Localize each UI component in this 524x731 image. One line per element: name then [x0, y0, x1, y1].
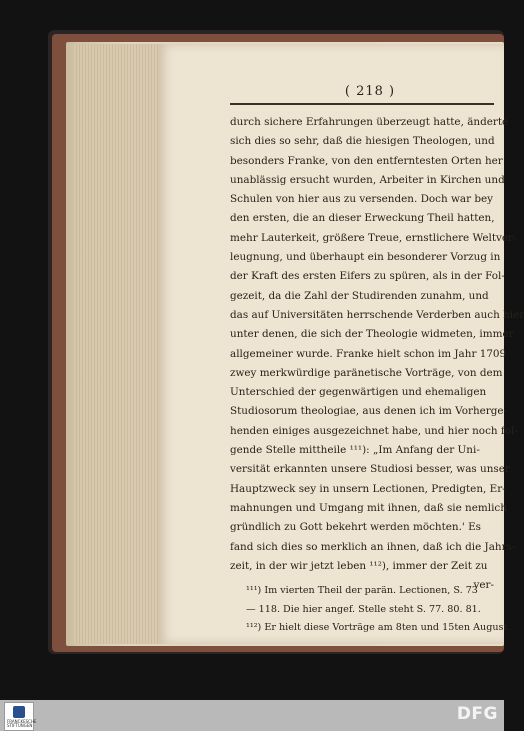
text-line: mahnungen und Umgang mit ihnen, daß sie nemlich [230, 501, 507, 514]
text-line: leugnung, und überhaupt ein besonderer Vorzug in [230, 251, 501, 264]
text-line: gründlich zu Gott bekehrt werden möchten.' Es [230, 521, 481, 534]
text-line: sich dies so sehr, daß die hiesigen Theologen, und [230, 135, 495, 148]
footnote-line: ¹¹¹) Im vierten Theil der parän. Lectionen, S. 73 [246, 585, 478, 596]
text-line: fand sich dies so merklich an ihnen, daß ich die Jahrs- [230, 540, 516, 553]
page-number: ( 218 ) [344, 84, 396, 99]
crest-icon [13, 706, 25, 718]
text-line: Unterschied der gegenwärtigen und ehemaligen [230, 386, 487, 399]
page-edges [74, 44, 160, 644]
text-line: den ersten, die an dieser Erweckung Theil hatten, [230, 212, 495, 225]
library-logo-text: FRANCKESCHE STIFTUNGEN [7, 719, 37, 728]
text-line: gezeit, da die Zahl der Studirenden zunahm, und [230, 289, 489, 302]
text-line: zwey merkwürdige paränetische Vorträge, von dem [230, 366, 503, 379]
library-logo[interactable] [4, 702, 37, 731]
text-line: durch sichere Erfahrungen überzeugt hatte, änderte [230, 116, 509, 128]
text-line: mehr Lauterkeit, größere Treue, ernstlichere Weltver- [230, 231, 517, 244]
text-line: der Kraft des ersten Eifers zu spüren, als in der Fol- [230, 270, 505, 283]
text-line: ver- [473, 579, 494, 592]
text-line: Studiosorum theologiae, aus denen ich im Vorherge- [230, 405, 508, 418]
text-line: gende Stelle mittheile ¹¹¹): „Im Anfang der Uni- [230, 444, 480, 457]
viewer-footer-bar [0, 700, 504, 731]
footnotes [246, 582, 511, 638]
text-line: Schulen von hier aus zu versenden. Doch war bey [230, 193, 494, 206]
footnote-line: ¹¹²) Er hielt diese Vorträge am 8ten und 15ten August. [246, 622, 511, 633]
text-line: unter denen, die sich der Theologie widmeten, immer [230, 328, 514, 341]
text-line: zeit, in der wir jetzt leben ¹¹²), immer der Zeit zu [230, 559, 488, 572]
text-line: allgemeiner wurde. Franke hielt schon im Jahr 1709 [230, 347, 507, 360]
text-line: versität erkannten unsere Studiosi besser, was unser [230, 463, 510, 476]
text-line: Hauptzweck sey in unsern Lectionen, Predigten, Er- [230, 482, 506, 495]
body-text [230, 113, 524, 595]
text-line: unablässig ersucht wurden, Arbeiter in Kirchen und [230, 173, 505, 186]
header-rule [230, 103, 494, 105]
text-line: besonders Franke, von den entferntesten Orten her [230, 154, 503, 167]
text-line: henden einiges ausgezeichnet habe, und hier noch fol- [230, 424, 518, 437]
text-line: das auf Universitäten herrschende Verderben auch hier [230, 308, 524, 321]
footnote-line: — 118. Die hier angef. Stelle steht S. 77. 80. 81. [246, 603, 481, 615]
dfg-logo[interactable]: DFG [456, 704, 498, 724]
